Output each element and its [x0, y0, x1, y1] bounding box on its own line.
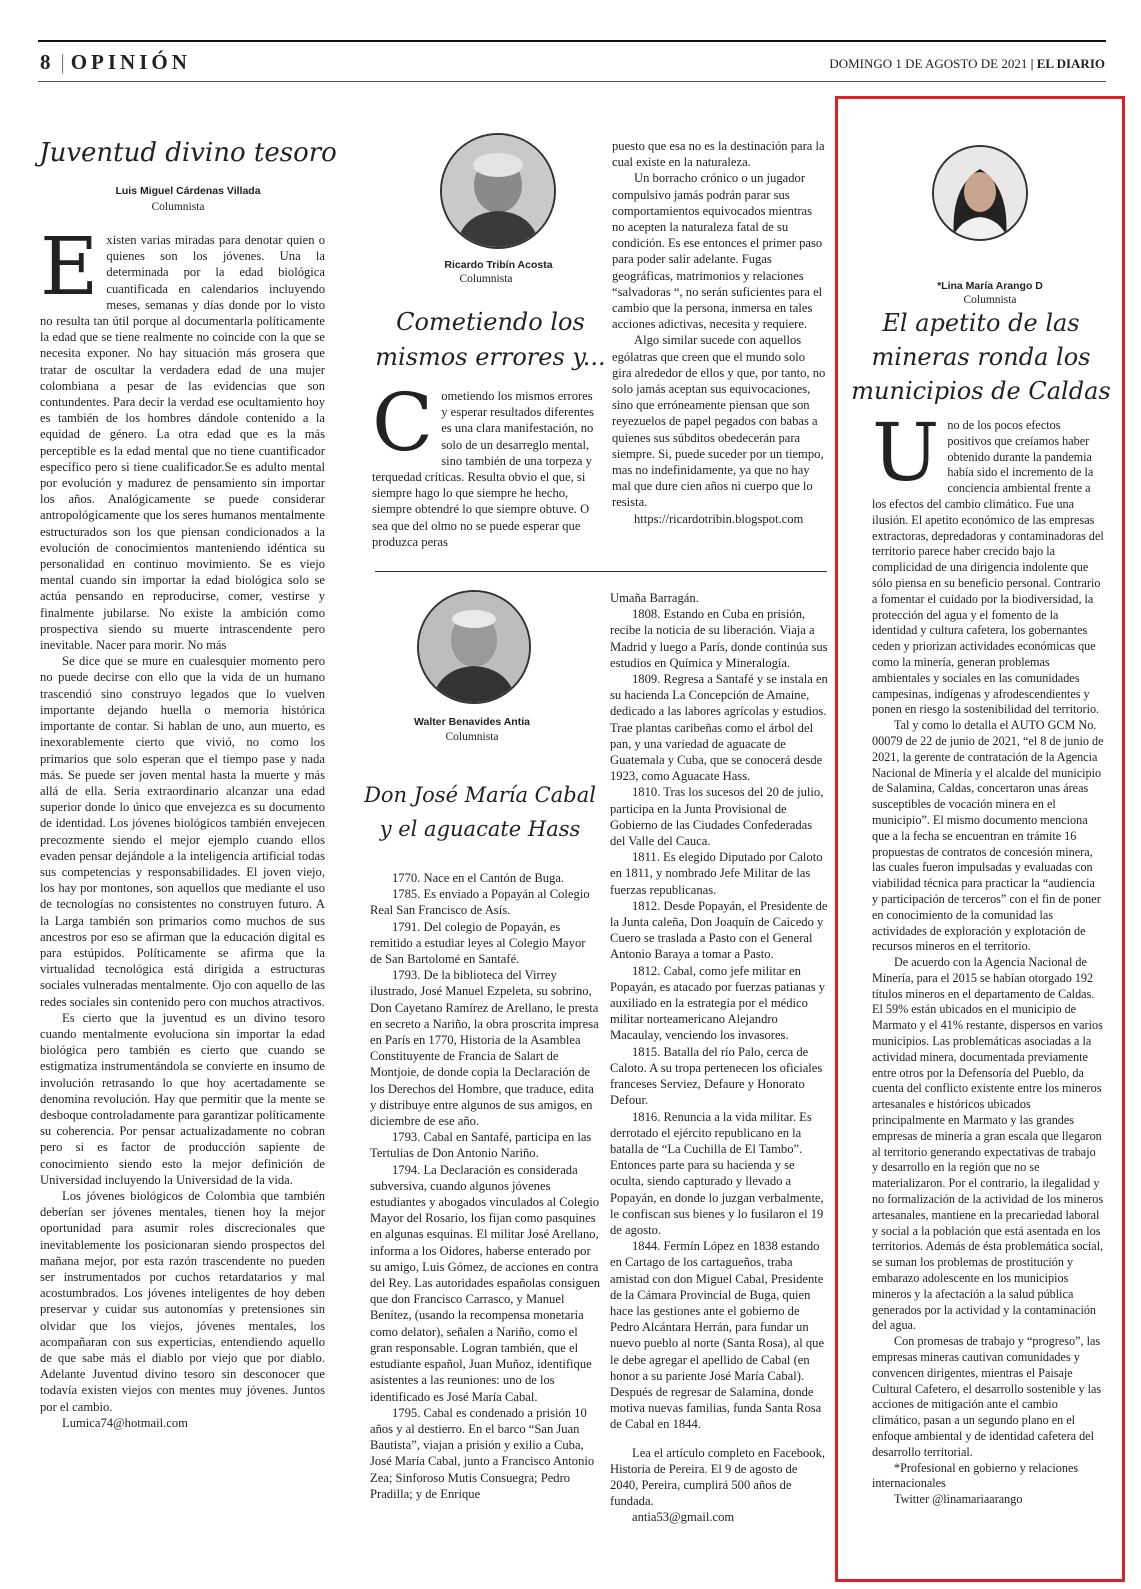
article4-title-line1: El apetito de las: [882, 309, 1080, 337]
article3-entry: 1812. Desde Popayán, el Presidente de la Junta caleña, Don Joaquín de Caicedo y Cuero se traslada a Pasto con el General Antonio Baraya a tomar a Pasto.: [610, 898, 828, 962]
article3-entry: 1770. Nace en el Cantón de Buga.: [392, 871, 565, 885]
lina-maria-arango-photo: [932, 145, 1028, 241]
article2-paragraph: ometiendo los mismos errores y esperar resultados diferentes es una clara manifestación, no solo de un desarreglo mental, sino también de una torpeza y terquedad críticas. Resulta obvio el que, si siempre hago lo que siempre he hecho, siempre obtendré lo que siempre obtuve. O sea que del olmo no se puede esperar que produzca peras: [372, 389, 595, 549]
article2-role: Columnista: [459, 273, 513, 285]
article4-paragraph: Tal y como lo detalla el AUTO GCM No. 00079 de 22 de junio de 2021, “el 8 de junio de 2021, la gerente de contratación de la Agencia Nacional de Minería y el alcalde del municipio de Salamina, Caldas, concertaron unas áreas susceptibles de vocación minera en el municipio”. El mismo documento menciona que a la fecha se encuentran en trámite 16 propuestas de contratos de concesión minera, las cuales fueron impulsadas y evaluadas con viabilidad técnica para practicar la “audiencia y participación de terceros” con el fin de poner en conocimiento de la comunidad las actividades de exploración y explotación de recursos mineros en el territorio.: [872, 718, 1104, 954]
ricardo-tribin-photo: [440, 133, 556, 249]
article4-author: *Lina María Arango D: [937, 280, 1043, 292]
page-number: 8: [40, 50, 55, 74]
article4-paragraph: De acuerdo con la Agencia Nacional de Minería, para el 2015 se habían otorgado 192 títulos mineros en el departamento de Caldas. El 59% están ubicados en el municipio de Marmato y el 41% restante, dispersos en varios municipios. Las problemáticas asociadas a la actividad minera, documentada previamente entre otros por la Defensoría del Pueblo, da cuenta del conflicto existente entre los mineros artesanales e históricos ubicados principalmente en Marmato y las grandes empresas de minería a gran escala que llegaron al territorio generando expectativas de trabajo y desarrollo en la región que no se materializaron. Por el contrario, la ilegalidad y no formalización de la actividad de los mineros artesanales, mantiene en la precariedad laboral y social a la población que está asentada en los territorios. Además de ésta problemática social, se suman los problemas de prostitución y embarazo adolescente en los municipios mineros y la afectación a la salud pública generados por la actividad y la contaminación del agua.: [872, 955, 1104, 1333]
article4-drop-cap: U: [872, 418, 940, 499]
article1-title: Juventud divino tesoro: [39, 138, 337, 168]
article3-entry: 1794. La Declaración es considerada subversiva, cuando algunos jóvenes estudiantes y abogados vinculados al Colegio Mayor del Rosario, los fijan como pasquines en algunas esquinas. El militar José Arellano, informa a los Oidores, haberse enterado por su amigo, Luis Gómez, de acciones en contra del Rey. Las autoridades españolas consiguen que don Francisco Carrasco, y Manuel Benítez, (usando la recompensa monetaria como delator), señalen a Nariño, como el gran responsable. Logran también, que el estudiante español, Juan Muñoz, identifique asistentes a las reuniones: uno de los identificado es José María Cabal.: [370, 1162, 600, 1404]
article2-title-line2: mismos errores y...: [375, 343, 606, 371]
portrait-avatar-icon: [419, 592, 529, 702]
article3-col2: [610, 590, 828, 1555]
article4-body: [872, 418, 1104, 1568]
article3-col1: [370, 870, 600, 1555]
article2-col1: [372, 388, 600, 560]
article1-drop-cap: E: [40, 232, 99, 313]
page-header-left: [40, 50, 191, 75]
article2-link[interactable]: https://ricardotribin.blogspot.com: [634, 511, 804, 526]
article4-paragraph: no de los pocos efectos positivos que creíamos haber obtenido durante la pandemia había sido el incremento de la conciencia ambiental frente a los efectos del cambio climático. Fue una ilusión. El apetito económico de las empresas extractoras, depredadoras y contaminadoras del territorio parece haber crecido bajo la complicidad de una dirigencia indolente que sólo piensa en su beneficio personal. Contrario a fomentar el cuidado por la biodiversidad, la protección del agua y el fomento de la identidad y cultura cafetera, los gobernantes ceden y priorizan actividades económicas que como la minería, generan problemas ambientales y sociales en las comunidades campesinas, indígenas y afrodescendientes y ponen en riesgo la sostenibilidad del territorio.: [872, 418, 1104, 717]
article4-author-note: *Profesional en gobierno y relaciones internacionales: [872, 1460, 1079, 1491]
article3-entry: 1785. Es enviado a Popayán al Colegio Real San Francisco de Asís.: [370, 887, 590, 918]
article2-paragraph: puesto que esa no es la destinación para la cual existe en la naturaleza.: [612, 139, 825, 170]
article3-entry: 1811. Es elegido Diputado por Caloto en 1811, y nombrado Jefe Militar de las fuerzas republicanas.: [610, 850, 823, 897]
article4-role: Columnista: [963, 294, 1017, 306]
header-top-rule: [38, 40, 1106, 42]
article3-email: antia53@gmail.com: [632, 1510, 735, 1525]
article3-entry: 1793. De la biblioteca del Virrey ilustrado, José Manuel Ezpeleta, su sobrino, Don Cayetano Ramírez de Arellano, le presta en secreto a Nariño, la obra proscrita impresa en París en 1770, Historia de la Asamblea Constituyente de Francia de Salart de Montjoie, de donde copia la Declaración de los Derechos del Hombre, que traduce, edita y distribuye entre algunos de sus amigos, en diciembre de ese año.: [370, 968, 599, 1129]
article-divider: [375, 571, 827, 572]
article3-title: [360, 778, 600, 846]
article4-paragraph: Con promesas de trabajo y “progreso”, las empresas mineras cautivan comunidades y convencen dirigentes, mientras el Paisaje Cultural Cafetero, el desarrollo sostenible y las acciones de mitigación ante el cambio climático, pasan a un segundo plano en el enfoque ambiental y de identidad cafetera del desarrollo territorial.: [872, 1334, 1102, 1459]
article1-body: [40, 232, 325, 1552]
article3-role: Columnista: [445, 731, 499, 743]
article1-paragraph: xisten varias miradas para denotar quien o quienes son los jóvenes. Una la determinada por la edad biológica cuantificada en calendarios incluyendo meses, semanas y días donde por lo visto no resulta tan útil porque al documentarla políticamente la edad que se tiene realmente no coincide con la que se necesita exponer. No hay situación más grosera que tratar de oscultar la verdadera edad de una mujer colombiana a pesar de las evidencias que son contundentes. Para decir la verdad ese ocultamiento hoy es también de los hombres dándole contenido a la equidad de género. La otra edad que es la más perceptible es la edad mental que no tiene cuantificador específico pero si tiene cualificador.Se es adulto mental por evolución y madurez de pensamiento sin importar los años. Analógicamente se puede considerar antropológicamente que los seres humanos mentalmente estructurados son los que piensan condicionados a la evolución de conocimientos manteniendo idéntica su personalidad en continuo movimiento. Se es viejo mental cuando sin importar la edad biológica solo se actúa pensando en reproducirse, comer, vestirse y finalmente jubilarse. No existe la ambición como prospectiva siendo su muerte intrascendente pero inevitable. Nacer para morir. No más: [40, 233, 325, 653]
article2-paragraph: Un borracho crónico o un jugador compulsivo jamás podrán parar sus comportamientos equivocados mientras no acepten la naturaleza fatal de su condición. Es ese entonces el primer paso para poder salir adelante. Fugas geográficas, matrimonios y relaciones “salvadoras “, no serán suficientes para el cambio que la persona, inmersa en tales acciones adictivas, necesita y requiere.: [612, 171, 823, 332]
article3-entry: Lea el artículo completo en Facebook, Historia de Pereira. El 9 de agosto de 2040, Pereira, cumplirá 500 años de fundada.: [610, 1445, 826, 1509]
page-header-right: [829, 56, 1105, 72]
article3-title-line2: y el aguacate Hass: [379, 817, 581, 841]
article3-author: Walter Benavides Antia: [414, 716, 530, 728]
walter-benavides-photo: [417, 590, 531, 704]
article4-title: [846, 306, 1116, 408]
article3-entry: 1791. Del colegio de Popayán, es remitido a estudiar leyes al Colegio Mayor de San Bartolomé en Santafé.: [370, 919, 586, 967]
newspaper-name: EL DIARIO: [1036, 56, 1105, 71]
article3-title-line1: Don José María Cabal: [364, 783, 596, 807]
article4-twitter-handle[interactable]: Twitter @linamariaarango: [894, 1492, 1023, 1507]
article2-title-line1: Cometiendo los: [396, 308, 585, 336]
portrait-avatar-icon: [442, 135, 554, 247]
article3-entry: 1815. Batalla del río Palo, cerca de Caloto. A su tropa pertenecen los oficiales franceses Serviez, Defaure y Honorato Defour.: [610, 1044, 823, 1108]
portrait-avatar-icon: [934, 147, 1026, 239]
header-bottom-rule: [38, 81, 1106, 82]
article2-drop-cap: C: [372, 388, 434, 469]
article1-email: Lumica74@hotmail.com: [62, 1415, 188, 1430]
article3-entry: 1793. Cabal en Santafé, participa en las Tertulias de Don Antonio Nariño.: [370, 1130, 592, 1161]
article3-entry: 1844. Fermín López en 1838 estando en Cartago de los cartagueños, traba amistad con don Miguel Cabal, Presidente de la Cámara Provincial de Buga, quien hace las gestiones ante el gobierno de Pedro Alcántara Herrán, para fundar un nuevo pueblo al norte (Santa Rosa), al que le debe agregar el apellido de Cabal (en honor a su pariente José María Cabal). Después de regresar de Salamina, donde motiva nuevas familias, funda Santa Rosa de Cabal en 1844.: [610, 1239, 825, 1432]
article3-entry: 1809. Regresa a Santafé y se instala en su hacienda La Concepción de Amaine, dedicado a las labores agrícolas y estudios. Trae plantas caribeñas como el árbol del pan, y una variedad de aguacate de Guatemala y Cuba, que se conocerá desde 1923, como Aguacate Hass.: [610, 672, 828, 784]
section-name: OPINIÓN: [70, 50, 191, 74]
article3-entry: 1810. Tras los sucesos del 20 de julio, participa en la Junta Provisional de Gobierno de las Ciudades Confederadas del Valle del Cauca.: [610, 785, 824, 849]
article3-entry: 1808. Estando en Cuba en prisión, recibe la noticia de su liberación. Viaja a Madrid y luego a París, donde continúa sus estudios en Química y Mineralogía.: [610, 607, 828, 670]
article3-entry: 1816. Renuncia a la vida militar. Es derrotado el ejército republicano en la batalla de “La Cuchilla de El Tambo”. Entonces parte para su hacienda y se oculta, siendo capturado y llevado a Popayán, en donde lo juzgan verbalmente, le confiscan sus bienes y lo fusilaron el 19 de agosto.: [610, 1109, 824, 1237]
article3-entry: 1812. Cabal, como jefe militar en Popayán, es atacado por fuerzas patianas y auxiliado en la estrategia por el médico militar norteamericano Alejandro Macaulay, venciendo los invasores.: [610, 963, 826, 1043]
header-separator: |: [60, 50, 65, 74]
article3-entry: 1795. Cabal es condenado a prisión 10 años y al destierro. En el barco “San Juan Bautista”, viajan a prisión y exilio a Cuba, José María Cabal, junto a Francisco Antonio Zea; Sinforoso Mutis Consuegra; Pedro Pradilla; y de Enrique: [370, 1405, 595, 1501]
article1-paragraph: Es cierto que la juventud es un divino tesoro cuando mentalmente evoluciona sin importar la edad biológica pero también es cierto que cuando se estigmatiza instrumentándola se convierte en insumo de involución retrasando lo que hoy acertadamente se denomina revolución. Hay que permitir que la mente se desboque controladamente para garantizar políticamente su coherencia. Por pensar actualizadamente no cobran pero si es factor de producción sapiente de conocimiento siendo esto la mejor definición de Universidad incluyendo la Universidad de la vida.: [40, 1010, 325, 1187]
article2-paragraph: Algo similar sucede con aquellos ególatras que creen que el mundo solo gira alrededor de ellos y que, por tanto, no solo jamás aceptan sus equivocaciones, sino que erróneamente piensan que son reyezuelos de papel pegados con babas a quienes sus súbditos obedecerán para siempre. Si, puede suceder por un tiempo, mas no indefinidamente, ya que no hay mal que dure cien años ni cuerpo que lo resista.: [612, 333, 826, 510]
article1-paragraph: Se dice que se mure en cualesquier momento pero no puede decirse con ello que la vida de un humano trascendió sino construyo legados que lo vuelven importante dejando huella o memoria histórica importante de contar. Si hablan de uno, aun muerto, es inexorablemente cierto que vivió, no como los primarios que solo esperan que el tiempo pase y nada más. Se puede ser joven mental hasta la muerte y más allá de ella. Seria extraordinario alcanzar una edad superior donde lo único que envejezca es su documento de identidad. Los jóvenes biológicos también envejecen precozmente siendo el mejor ejemplo cuando ellos evaden pensar dejándole a la inteligencia artificial todas sus competencias y responsabilidades. El joven viejo, los hay por montones, son aquellos que mediante el uso de tecnologías no consistentes no construyen futuro. A la Larga también son primarios como muchos de sus ancestros por eso se afirman que la educación digital es para estúpidos. Políticamente se afirma que la virtualidad tecnológica está dirigida a estructuras sociales vulneradas mentalmente. Ojo con aquello de las redes sociales sin contenido pero con muchos atractivos.: [40, 654, 325, 1009]
article4-title-line3: municipios de Caldas: [851, 377, 1111, 405]
article2-col2: [612, 138, 827, 563]
article3-entry: Umaña Barragán.: [610, 591, 699, 605]
article1-paragraph: Los jóvenes biológicos de Colombia que también deberían ser jóvenes mentales, tienen hoy la mejor oportunidad para asumir roles discrecionales que inevitablemente los posicionaran siendo prospectos del mañana mejor, por esta razón trascendente no pueden ser instrumentados por cuchos retardatarios y mal acostumbrados. Los jóvenes inteligentes de hoy deben preservar y cuidar sus autonomías y pretensiones sin olvidar que los viejos, jóvenes mentales, los acompañaran con sus experticias, entendiendo aquello de que sabe más el diablo por viejo que por diablo. Adelante Juventud divino tesoro sin desconocer que todavía existen viejos con mentes muy jóvenes. Juntos por el cambio.: [40, 1188, 325, 1414]
header-separator-right: |: [1030, 56, 1034, 71]
article2-author: Ricardo Tribín Acosta: [444, 259, 553, 271]
article1-role: Columnista: [151, 201, 205, 213]
article2-title: [368, 305, 613, 375]
article4-title-line2: mineras ronda los: [871, 343, 1091, 371]
article1-author: Luis Miguel Cárdenas Villada: [115, 185, 261, 197]
issue-date: DOMINGO 1 DE AGOSTO DE 2021: [829, 56, 1028, 71]
